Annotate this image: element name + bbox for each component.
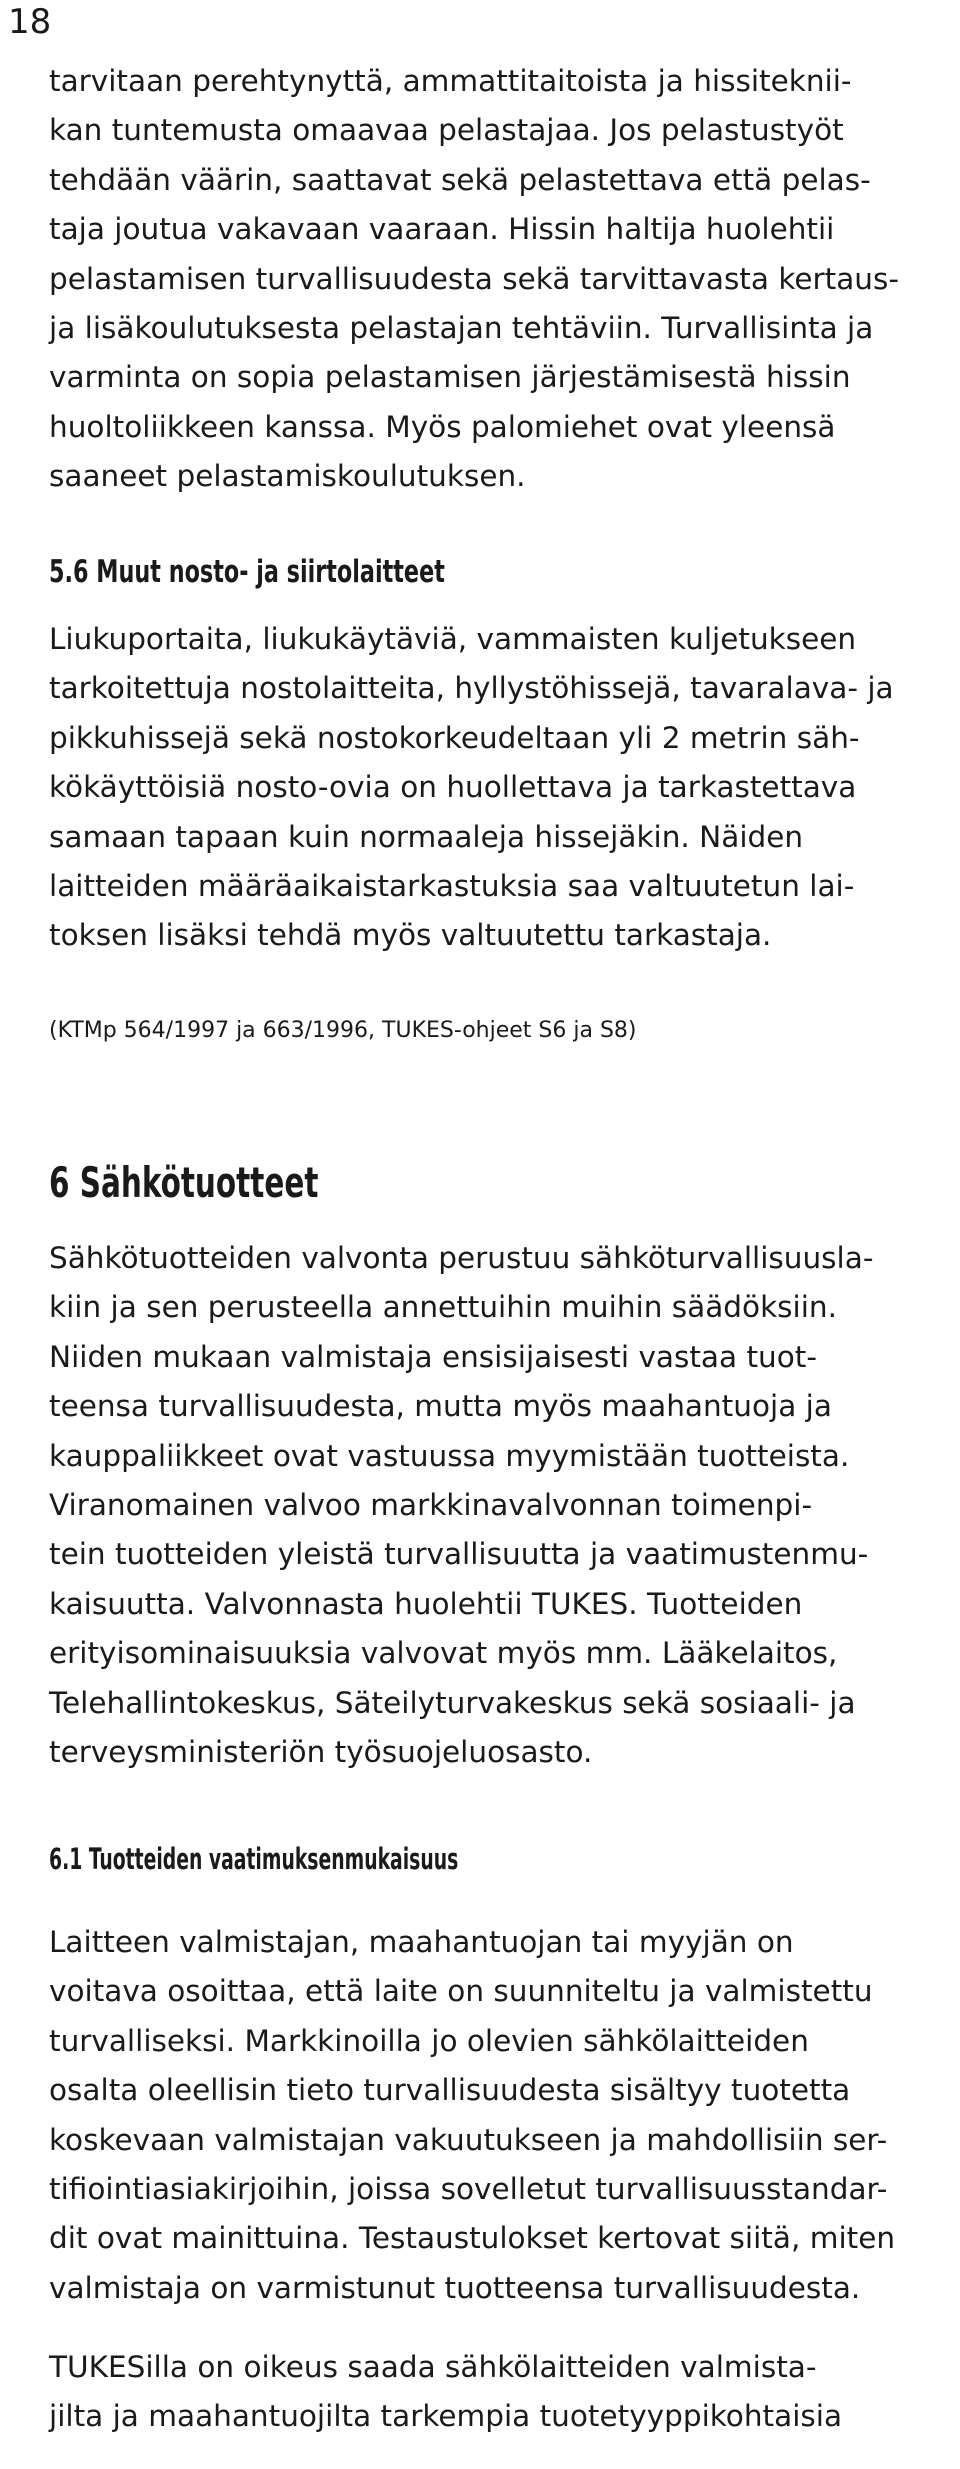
section-6-1-heading-block — [49, 1839, 919, 1879]
section-6-1-body — [49, 1918, 919, 2313]
section-6-1-body-2 — [49, 2343, 919, 2442]
section-6-1-paragraph-1: Laitteen valmistajan, maahantuojan tai myyjän on voitava osoittaa, että laite on suunniteltu ja valmistettu turvalliseksi. Markkinoilla jo olevien sähkölaitteiden osalta oleellisin tieto turvallisuudesta sisältyy tuotetta koskevaan valmistajan vakuutukseen ja mahdollisiin ser- tifiointiasiakirjoihin, joissa sovelletut turvallisuusstandar- dit ovat mainittuina. Testaustulokset kertovat siitä, miten valmistaja on varmistunut tuotteensa turvallisuudesta. — [49, 1925, 896, 2305]
section-5-6-paragraph: Liukuportaita, liukukäytäviä, vammaisten kuljetukseen tarkoitettuja nostolaitteita, hyllystöhissejä, tavaralava- ja pikkuhissejä sekä nostokorkeudeltaan yli 2 metrin säh- kökäyttöisiä nosto-ovia on huollettava ja tarkastettava samaan tapaan kuin normaaleja hissejäkin. Näiden laitteiden määräaikaistarkastuksia saa valtuutetun lai- toksen lisäksi tehdä myös valtuutettu tarkastaja. — [49, 622, 894, 953]
reference-block — [49, 1014, 919, 1048]
section-6-body — [49, 1234, 919, 1777]
section-5-6-body — [49, 615, 919, 961]
section-6-heading: 6 Sähkötuotteet — [49, 1158, 319, 1207]
intro-paragraph: tarvitaan perehtynyttä, ammattitaitoista ja hissiteknii- kan tuntemusta omaavaa pelastajaa. Jos pelastustyöt tehdään väärin, saattavat sekä pelastettava että pelas- taja joutua vakavaan vaaraan. Hissin haltija huolehtii pelastamisen turvallisuudesta sekä tarvittavasta kertaus- ja lisäkoulutuksesta pelastajan tehtäviin. Turvallisinta ja varminta on sopia pelastamisen järjestämisestä hissin huoltoliikkeen kanssa. Myös palomiehet ovat yleensä saaneet pelastamiskoulutuksen. — [49, 64, 899, 494]
section-6-1-paragraph-2: TUKESilla on oikeus saada sähkölaitteiden valmista- jilta ja maahantuojilta tarkempia tuotetyyppikohtaisia — [49, 2350, 843, 2434]
section-6-paragraph: Sähkötuotteiden valvonta perustuu sähköturvallisuusla- kiin ja sen perusteella annettuihin muihin säädöksiin. Niiden mukaan valmistaja ensisijaisesti vastaa tuot- teensa turvallisuudesta, mutta myös maahantuoja ja kauppaliikkeet ovat vastuussa myymistään tuotteista. Viranomainen valvoo markkinavalvonnan toimenpi- tein tuotteiden yleistä turvallisuutta ja vaatimustenmu- kaisuutta. Valvonnasta huolehtii TUKES. Tuotteiden erityisominaisuuksia valvovat myös mm. Lääkelaitos, Telehallintokeskus, Säteilyturvakeskus sekä sosiaali- ja terveysministeriön työsuojeluosasto. — [49, 1241, 874, 1770]
section-6-heading-block — [49, 1157, 919, 1209]
intro-paragraph-block — [49, 57, 919, 502]
section-5-6-heading: 5.6 Muut nosto- ja siirtolaitteet — [49, 554, 445, 590]
page-number: 18 — [8, 2, 52, 42]
section-5-6-heading-block — [49, 552, 919, 592]
legal-reference: (KTMp 564/1997 ja 663/1996, TUKES-ohjeet S6 ja S8) — [49, 1018, 637, 1043]
section-6-1-heading: 6.1 Tuotteiden vaatimuksenmukaisuus — [49, 1842, 459, 1876]
